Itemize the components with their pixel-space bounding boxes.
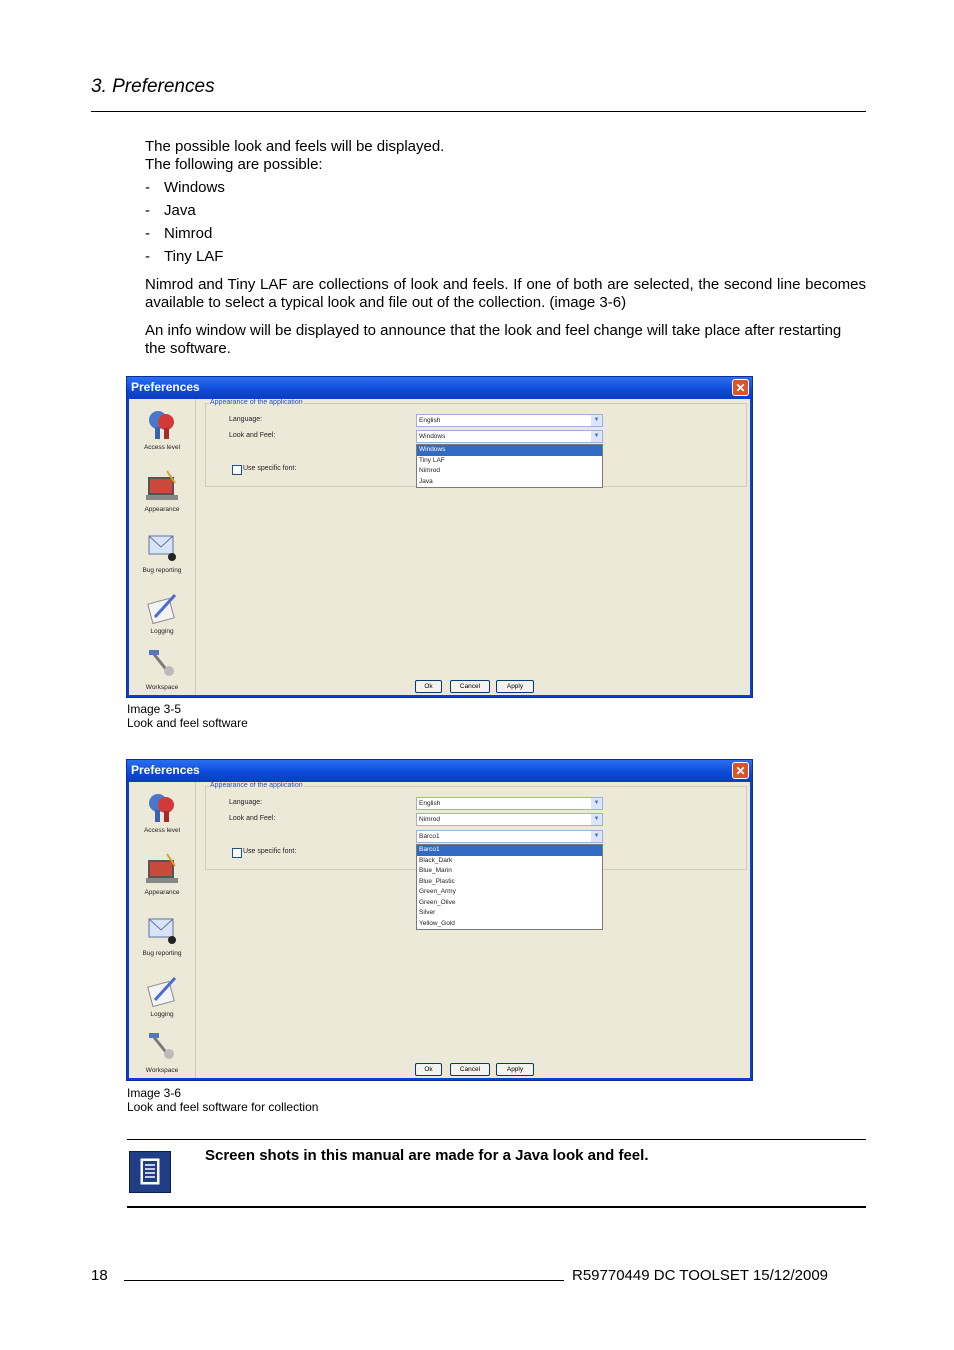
cancel-button[interactable]: Cancel bbox=[450, 680, 490, 693]
group-title: Appearance of the application bbox=[210, 782, 303, 789]
figure-caption-id: Image 3-5 bbox=[127, 702, 182, 716]
preferences-window-2 bbox=[126, 759, 753, 1081]
nav-label: Access level bbox=[143, 827, 181, 834]
access-level-icon bbox=[145, 407, 179, 441]
group-title: Appearance of the application bbox=[210, 399, 303, 406]
dropdown-option[interactable]: Blue_Plastic bbox=[419, 877, 455, 885]
look-and-feel-dropdown bbox=[416, 444, 603, 488]
nav-panel bbox=[129, 782, 196, 1078]
bullet-item: - Tiny LAF bbox=[145, 248, 224, 265]
figure-caption-text: Look and feel software bbox=[127, 716, 248, 730]
nav-item-workspace[interactable] bbox=[129, 647, 195, 691]
apply-button[interactable]: Apply bbox=[496, 680, 534, 693]
logging-icon bbox=[145, 974, 179, 1008]
dropdown-option[interactable]: Java bbox=[419, 477, 433, 485]
bullet-item: - Nimrod bbox=[145, 225, 213, 242]
footer-rule bbox=[124, 1280, 564, 1281]
cancel-button[interactable]: Cancel bbox=[450, 1063, 490, 1076]
language-select[interactable]: English ▼ bbox=[416, 414, 603, 427]
nav-label: Logging bbox=[150, 1011, 174, 1018]
dropdown-option[interactable]: Black_Dark bbox=[419, 856, 453, 864]
bug-reporting-icon bbox=[145, 913, 179, 947]
preferences-window-1 bbox=[126, 376, 753, 698]
nav-item-appearance[interactable] bbox=[129, 852, 195, 896]
chevron-down-icon[interactable]: ▼ bbox=[591, 415, 602, 426]
window-title: Preferences bbox=[131, 380, 200, 394]
logging-icon bbox=[145, 591, 179, 625]
figure-caption-text: Look and feel software for collection bbox=[127, 1100, 319, 1114]
nav-label: Appearance bbox=[144, 506, 180, 513]
workspace-icon bbox=[145, 647, 179, 681]
nav-item-access-level[interactable] bbox=[129, 407, 195, 451]
nav-label: Workspace bbox=[145, 684, 179, 691]
chevron-down-icon[interactable]: ▼ bbox=[591, 431, 602, 442]
nav-item-logging[interactable] bbox=[129, 974, 195, 1018]
intro-line-1: The possible look and feels will be displayed. bbox=[145, 138, 445, 155]
header-rule bbox=[91, 111, 866, 112]
nav-item-workspace[interactable] bbox=[129, 1030, 195, 1074]
figure-caption-id: Image 3-6 bbox=[127, 1086, 182, 1100]
window-body bbox=[129, 399, 750, 695]
dropdown-option[interactable]: Green_Army bbox=[419, 888, 456, 895]
nav-label: Appearance bbox=[144, 889, 180, 896]
chevron-down-icon[interactable]: ▼ bbox=[591, 814, 602, 825]
nav-label: Bug reporting bbox=[142, 950, 182, 957]
bug-reporting-icon bbox=[145, 530, 179, 564]
nav-label: Access level bbox=[143, 444, 181, 451]
dropdown-option[interactable]: Windows bbox=[417, 445, 602, 456]
bullet-item: - Windows bbox=[145, 179, 225, 196]
close-icon[interactable]: ✕ bbox=[732, 379, 749, 396]
theme-dropdown bbox=[416, 844, 603, 930]
look-and-feel-label: Look and Feel: bbox=[229, 432, 276, 439]
nav-item-bug-reporting[interactable] bbox=[129, 530, 195, 574]
note-top-rule bbox=[127, 1139, 866, 1140]
use-specific-font-label: Use specific font: bbox=[243, 465, 297, 472]
note-bottom-rule bbox=[127, 1206, 866, 1208]
look-and-feel-select[interactable]: Nimrod ▼ bbox=[416, 813, 603, 826]
note-text: Screen shots in this manual are made for a Java look and feel. bbox=[205, 1147, 649, 1164]
nav-item-access-level[interactable] bbox=[129, 790, 195, 834]
collections-paragraph: Nimrod and Tiny LAF are collections of look and feels. If one of both are selected, the second line becomes available to select a typical look and file out of the collection. (image 3-6) bbox=[145, 276, 866, 311]
workspace-icon bbox=[145, 1030, 179, 1064]
chevron-down-icon[interactable]: ▼ bbox=[591, 798, 602, 809]
appearance-icon bbox=[145, 852, 179, 886]
nav-item-logging[interactable] bbox=[129, 591, 195, 635]
dropdown-option[interactable]: Silver bbox=[419, 909, 436, 916]
dropdown-option[interactable]: Green_Olive bbox=[419, 898, 456, 906]
chevron-down-icon[interactable]: ▼ bbox=[591, 831, 602, 842]
dropdown-option[interactable]: Yellow_Gold bbox=[419, 919, 455, 927]
nav-label: Logging bbox=[150, 628, 174, 635]
nav-panel bbox=[129, 399, 196, 695]
dropdown-option[interactable]: Blue_Marin bbox=[419, 867, 452, 874]
use-specific-font-label: Use specific font: bbox=[243, 848, 297, 855]
nav-label: Workspace bbox=[145, 1067, 179, 1074]
info-paragraph: An info window will be displayed to announce that the look and feel change will take place after restarting the software. bbox=[145, 322, 842, 357]
nav-item-bug-reporting[interactable] bbox=[129, 913, 195, 957]
window-body bbox=[129, 782, 750, 1078]
intro-line-2: The following are possible: bbox=[145, 156, 323, 173]
access-level-icon bbox=[145, 790, 179, 824]
window-titlebar bbox=[127, 760, 752, 782]
look-and-feel-label: Look and Feel: bbox=[229, 815, 276, 822]
window-titlebar bbox=[127, 377, 752, 399]
dropdown-option[interactable]: Tiny LAF bbox=[419, 456, 445, 464]
language-label: Language: bbox=[229, 799, 263, 806]
close-icon[interactable]: ✕ bbox=[732, 762, 749, 779]
language-select[interactable]: English ▼ bbox=[416, 797, 603, 810]
section-title: 3. Preferences bbox=[91, 76, 215, 97]
language-label: Language: bbox=[229, 416, 263, 423]
note-icon bbox=[129, 1151, 171, 1193]
ok-button[interactable]: Ok bbox=[415, 680, 442, 693]
bullet-item: - Java bbox=[145, 202, 196, 219]
ok-button[interactable]: Ok bbox=[415, 1063, 442, 1076]
apply-button[interactable]: Apply bbox=[496, 1063, 534, 1076]
nav-label: Bug reporting bbox=[142, 567, 182, 574]
theme-select[interactable]: Barco1 ▼ bbox=[416, 830, 603, 843]
window-title: Preferences bbox=[131, 763, 200, 777]
use-specific-font-checkbox[interactable] bbox=[232, 848, 242, 858]
page-number: 18 bbox=[91, 1267, 108, 1284]
nav-item-appearance[interactable] bbox=[129, 469, 195, 513]
appearance-icon bbox=[145, 469, 179, 503]
dropdown-option[interactable]: Barco1 bbox=[417, 845, 602, 856]
look-and-feel-select[interactable]: Windows ▼ bbox=[416, 430, 603, 443]
document-reference: R59770449 DC TOOLSET 15/12/2009 bbox=[572, 1267, 829, 1284]
dropdown-option[interactable]: Nimrod bbox=[419, 467, 440, 474]
use-specific-font-checkbox[interactable] bbox=[232, 465, 242, 475]
